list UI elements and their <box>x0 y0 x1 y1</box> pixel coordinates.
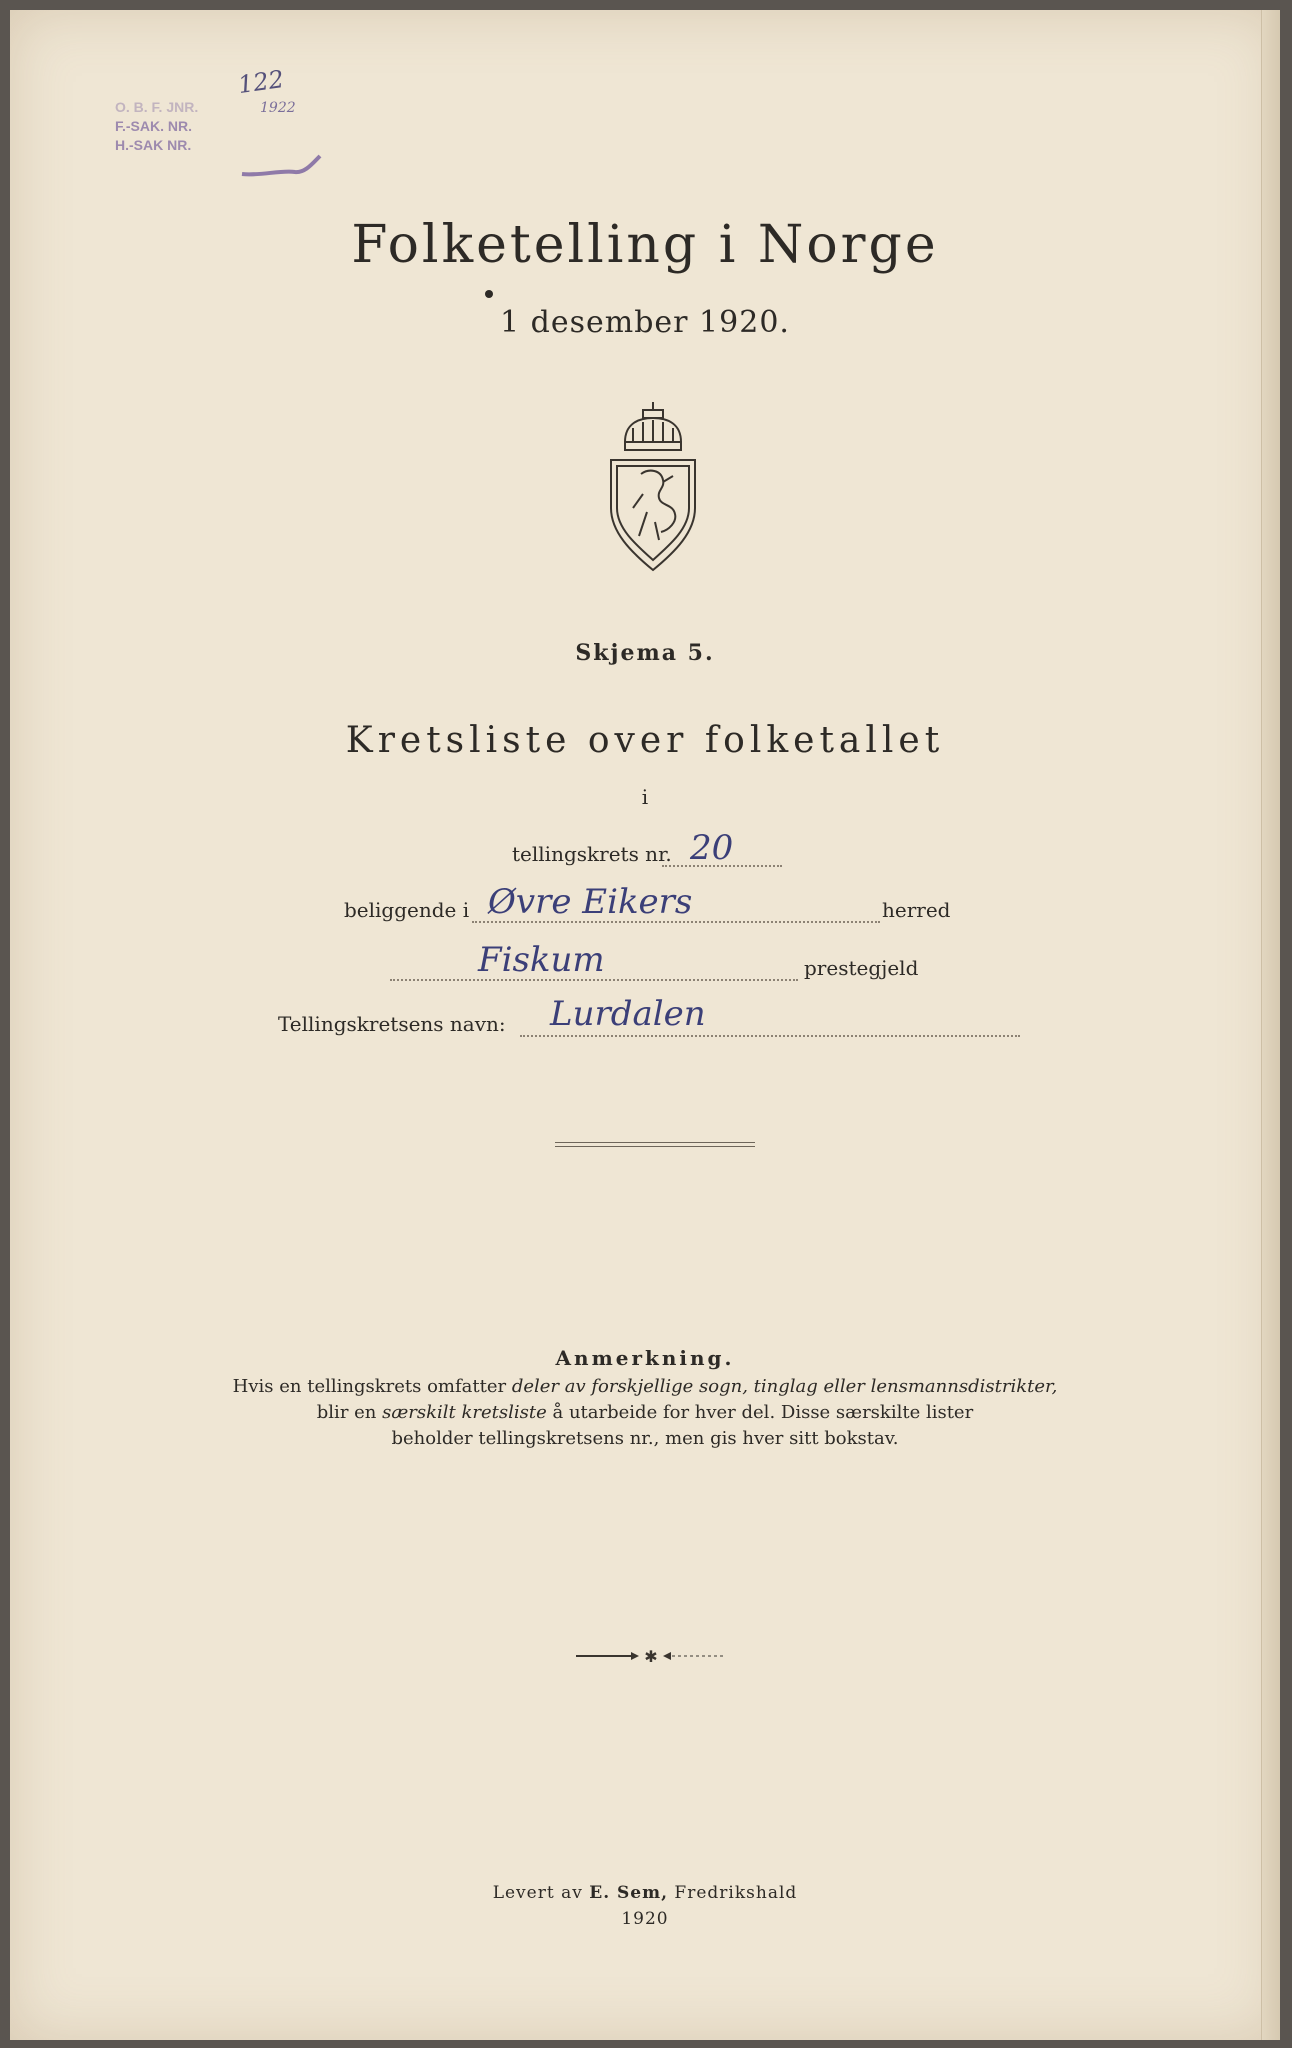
herred-label: herred <box>882 898 951 922</box>
conjunction-i: i <box>641 785 649 809</box>
prestegjeld-value[interactable]: Fiskum <box>478 940 605 980</box>
beliggende-value[interactable]: Øvre Eikers <box>488 882 693 922</box>
stamp-handwritten-year: 1922 <box>260 100 296 116</box>
stamp-line-1: O. B. F. JNR. <box>115 99 199 115</box>
kretsnavn-line <box>520 1035 1020 1037</box>
remark-line-1 <box>10 1374 1280 1400</box>
printer-pre: Levert av <box>492 1883 590 1903</box>
remark-line-2-text-a: blir en <box>316 1402 383 1423</box>
remark-line-2-italic: særskilt kretsliste <box>382 1402 547 1423</box>
bullet-dot <box>485 290 493 298</box>
kretsnavn-value[interactable]: Lurdalen <box>550 994 706 1034</box>
form-heading: Kretsliste over folketallet <box>345 720 945 761</box>
stamp-line-3: H.-SAK NR. <box>115 137 192 153</box>
kretsnavn-label: Tellingskretsens navn: <box>278 1012 506 1036</box>
printer-footer <box>10 1880 1280 1932</box>
census-date: 1 desember 1920. <box>500 305 790 340</box>
ornament-divider-icon <box>576 1646 726 1666</box>
stamp-line-2: F.-SAK. NR. <box>115 118 192 134</box>
prestegjeld-label: prestegjeld <box>804 956 919 980</box>
printer-line <box>10 1880 1280 1906</box>
remark-line-1-italic: deler av forskjellige sogn, tinglag eller lensmannsdistrikter, <box>511 1376 1058 1397</box>
divider-rule <box>555 1142 755 1147</box>
remark-block <box>10 1346 1280 1452</box>
stamp-scribble <box>240 150 325 180</box>
printer-year: 1920 <box>621 1909 669 1929</box>
archive-stamp <box>115 98 198 155</box>
remark-title: Anmerkning. <box>555 1346 735 1370</box>
printer-name: E. Sem, <box>589 1883 669 1903</box>
svg-text:✱: ✱ <box>644 1647 658 1666</box>
coat-of-arms-icon <box>603 402 703 572</box>
remark-line-3: beholder tellingskretsens nr., men gis hver sitt bokstav. <box>391 1428 899 1449</box>
printer-place: Fredrikshald <box>668 1883 798 1903</box>
tellingskrets-value[interactable]: 20 <box>690 828 734 868</box>
remark-line-1-text: Hvis en tellingskrets omfatter <box>232 1376 512 1397</box>
beliggende-label: beliggende i <box>344 898 470 922</box>
page-title: Folketelling i Norge <box>351 215 939 275</box>
remark-line-2-text-b: å utarbeide for hver del. Disse særskilte lister <box>546 1402 974 1423</box>
schema-label: Skjema 5. <box>575 640 715 666</box>
remark-line-2 <box>10 1400 1280 1426</box>
tellingskrets-label: tellingskrets nr. <box>512 842 672 866</box>
census-form-page <box>10 10 1280 2040</box>
stamp-handwritten-number: 122 <box>236 64 286 100</box>
